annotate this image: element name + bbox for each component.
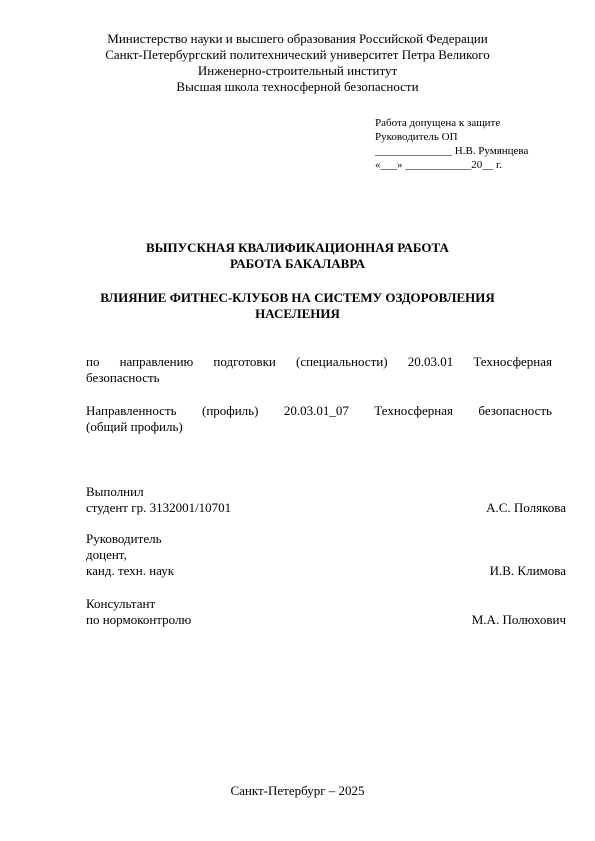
supervisor-position: доцент,	[86, 547, 127, 562]
supervisor-degree: канд. техн. наук	[86, 563, 175, 578]
direction-paragraph	[86, 354, 552, 386]
consultant-block	[86, 596, 566, 628]
supervisor-block	[86, 531, 566, 579]
profile-line2: (общий профиль)	[86, 419, 183, 434]
approval-head-title: Руководитель ОП	[375, 131, 458, 143]
university-line: Санкт-Петербургский политехнический университет Петра Великого	[105, 47, 490, 62]
work-type-line2: РАБОТА БАКАЛАВРА	[230, 256, 365, 271]
consultant-area: по нормоконтролю	[86, 612, 192, 627]
consultant-role: Консультант	[86, 596, 156, 611]
author-block	[86, 484, 566, 516]
approval-block	[375, 116, 528, 172]
topic-line2: НАСЕЛЕНИЯ	[255, 306, 340, 321]
approval-date-line: «___» ____________20__ г.	[375, 159, 503, 171]
work-type-line1: ВЫПУСКНАЯ КВАЛИФИКАЦИОННАЯ РАБОТА	[146, 240, 449, 255]
approval-admitted: Работа допущена к защите	[375, 117, 501, 129]
topic-line1: ВЛИЯНИЕ ФИТНЕС-КЛУБОВ НА СИСТЕМУ ОЗДОРОВЛЕНИЯ	[100, 290, 495, 305]
direction-line1: по направлению подготовки (специальности) 20.03.01 Техносферная	[86, 354, 552, 369]
profile-line1: Направленность (профиль) 20.03.01_07 Техносферная безопасность	[86, 403, 552, 418]
author-group: студент гр. 3132001/10701	[86, 500, 232, 515]
institution-header	[0, 31, 595, 95]
consultant-name: М.А. Полюхович	[471, 612, 566, 627]
supervisor-name: И.В. Климова	[489, 563, 566, 578]
ministry-line: Министерство науки и высшего образования Российской Федерации	[107, 31, 488, 46]
approval-signature-line: ______________ Н.В. Румянцева	[375, 145, 529, 157]
thesis-topic	[0, 290, 595, 322]
work-type	[0, 240, 595, 272]
school-line: Высшая школа техносферной безопасности	[176, 79, 419, 94]
author-name: А.С. Полякова	[486, 500, 566, 515]
author-role: Выполнил	[86, 484, 144, 499]
direction-line2: безопасность	[86, 370, 160, 385]
institute-line: Инженерно-строительный институт	[197, 63, 398, 78]
profile-paragraph	[86, 403, 552, 435]
city-year: Санкт-Петербург – 2025	[230, 783, 365, 798]
supervisor-role: Руководитель	[86, 531, 162, 546]
